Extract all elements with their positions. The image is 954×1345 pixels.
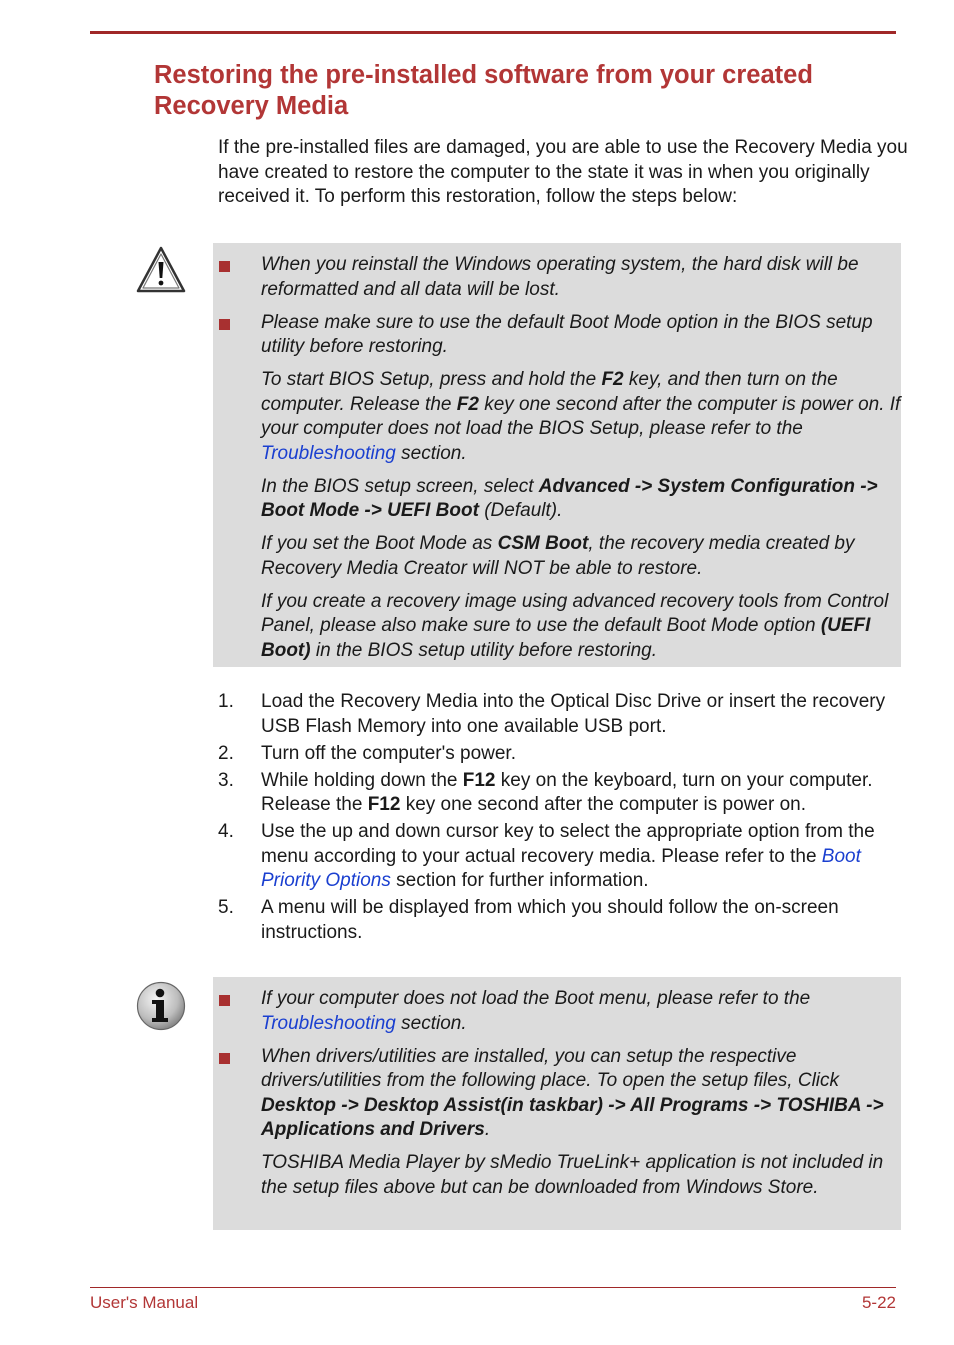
warning-triangle-icon (136, 245, 186, 295)
info-bullet: If your computer does not load the Boot menu, please refer to the Troubleshooting section. (213, 987, 901, 1036)
csm-boot-paragraph: If you set the Boot Mode as CSM Boot, the recovery media created by Recovery Media Creator will NOT be able to restore. (261, 533, 855, 579)
page-number: 5-22 (861, 1293, 896, 1312)
square-bullet-icon (219, 261, 230, 272)
bios-setup-paragraph: To start BIOS Setup, press and hold the F2 key, and then turn on the computer. Release the F2 key one second after the computer is power on. If your computer does not load the BIOS Setup, please refer to the Troubleshooting section. (261, 369, 901, 464)
square-bullet-icon (219, 995, 230, 1006)
info-bullet: When drivers/utilities are installed, you can setup the respective drivers/utilities from the following place. To open the setup files, Click Desktop -> Desktop Assist(in taskbar) -> All Programs -> TOSHIBA -> Applications and Drivers. (213, 1045, 901, 1143)
info-box (213, 977, 901, 1230)
boot-priority-options-link[interactable]: Boot Priority Options (261, 845, 861, 891)
intro-paragraph: If the pre-installed files are damaged, you are able to use the Recovery Media you have created to restore the computer to the state it was in when you originally received it. To perform this restoration, follow the steps below: (218, 137, 908, 207)
footer-manual-title: User's Manual (90, 1293, 199, 1312)
troubleshooting-link[interactable]: Troubleshooting (261, 1012, 396, 1034)
list-item: 5. A menu will be displayed from which you should follow the on-screen instructions. (218, 897, 839, 943)
square-bullet-icon (219, 319, 230, 330)
bottom-rule (90, 1287, 896, 1288)
warning-bullet: When you reinstall the Windows operating system, the hard disk will be reformatted and all data will be lost. (213, 253, 901, 302)
bios-path-paragraph: In the BIOS setup screen, select Advanced -> System Configuration -> Boot Mode -> UEFI Boot (Default). (261, 475, 878, 521)
section-heading: Restoring the pre-installed software from your created Recovery Media (154, 61, 813, 120)
warning-bullet: Please make sure to use the default Boot Mode option in the BIOS setup utility before restoring. (213, 311, 901, 360)
list-item: 4. Use the up and down cursor key to select the appropriate option from the menu according to your actual recovery media. Please refer to the Boot Priority Options section for further information. (218, 821, 875, 891)
recovery-image-paragraph: If you create a recovery image using advanced recovery tools from Control Panel, please also make sure to use the default Boot Mode option (UEFI Boot) in the BIOS setup utility before restoring. (261, 590, 889, 661)
warning-box (213, 243, 901, 667)
top-rule (90, 31, 896, 34)
restore-steps-list (218, 690, 898, 948)
list-item: 2. Turn off the computer's power. (218, 742, 516, 764)
info-icon (136, 981, 186, 1031)
list-item: 3. While holding down the F12 key on the keyboard, turn on your computer. Release the F12 key one second after the computer is power on. (218, 769, 873, 815)
media-player-note: TOSHIBA Media Player by sMedio TrueLink+ application is not included in the setup files above but can be downloaded from Windows Store. (261, 1152, 884, 1198)
square-bullet-icon (219, 1053, 230, 1064)
troubleshooting-link[interactable]: Troubleshooting (261, 442, 396, 464)
list-item: 1. Load the Recovery Media into the Optical Disc Drive or insert the recovery USB Flash Memory into one available USB port. (218, 691, 886, 737)
